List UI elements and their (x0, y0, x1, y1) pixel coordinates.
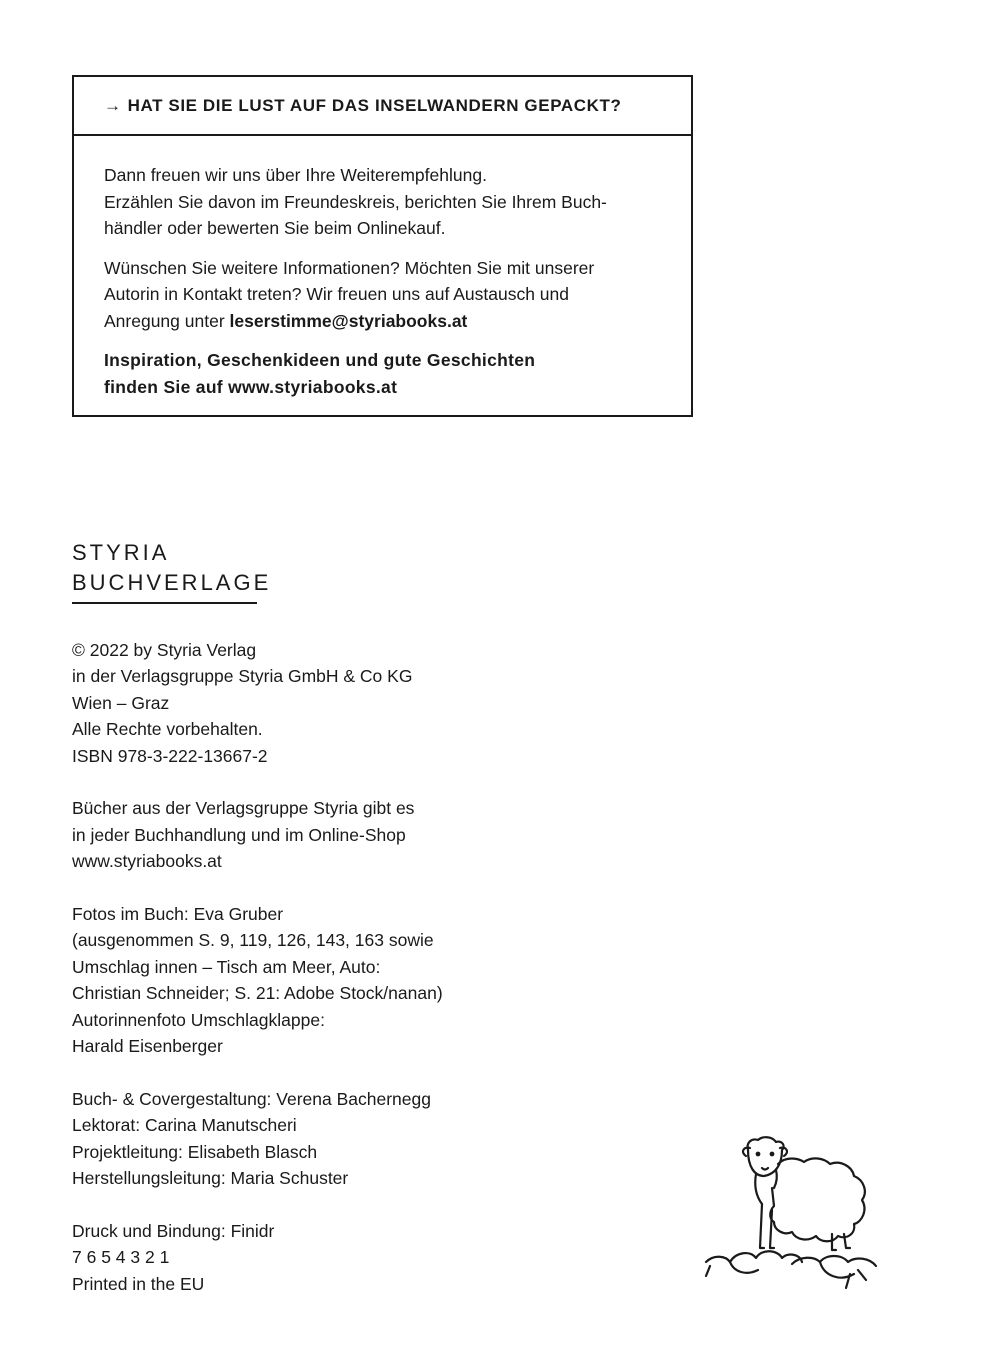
imprint-line: Autorinnenfoto Umschlagklappe: (72, 1009, 325, 1030)
text-line: Autorin in Kontakt treten? Wir freuen uns auf Austausch und (104, 284, 569, 304)
contact-paragraph (104, 255, 661, 335)
imprint-line: (ausgenommen S. 9, 119, 126, 143, 163 sowie (72, 930, 434, 951)
text-line: finden Sie auf www.styriabooks.at (104, 376, 398, 397)
availability-block (72, 795, 672, 874)
imprint-line: Harald Eisenberger (72, 1036, 223, 1057)
logo-line-2: BUCHVERLAGE (72, 570, 272, 595)
email-link[interactable]: leserstimme@styriabooks.at (229, 310, 468, 331)
print-run-numbers: 7 6 5 4 3 2 1 (72, 1247, 170, 1268)
publisher-logo (72, 538, 271, 598)
imprint-line: Christian Schneider; S. 21: Adobe Stock/nanan) (72, 983, 443, 1004)
info-box-title: HAT SIE DIE LUST AUF DAS INSELWANDERN GEPACKT? (127, 95, 622, 115)
imprint (72, 637, 672, 1323)
imprint-line: Projektleitung: Elisabeth Blasch (72, 1141, 318, 1162)
arrow-right-icon: → (104, 95, 122, 115)
imprint-line: Printed in the EU (72, 1273, 205, 1294)
text-line: Inspiration, Geschenkideen und gute Geschichten (104, 350, 536, 370)
staff-credits-block (72, 1086, 672, 1192)
imprint-line: in jeder Buchhandlung und im Online-Shop (72, 824, 406, 845)
imprint-line: in der Verlagsgruppe Styria GmbH & Co KG (72, 666, 413, 687)
info-box-heading (74, 77, 691, 136)
imprint-line: Umschlag innen – Tisch am Meer, Auto: (72, 956, 381, 977)
text-line: Anregung unter (104, 310, 230, 331)
text-line: Dann freuen wir uns über Ihre Weiterempfehlung. (104, 165, 487, 185)
imprint-line: Herstellungsleitung: Maria Schuster (72, 1168, 349, 1189)
logo-line-1: STYRIA (72, 540, 170, 565)
info-box-body (74, 136, 691, 400)
imprint-line: Druck und Bindung: Finidr (72, 1220, 275, 1241)
closing-paragraph (104, 347, 661, 400)
photo-credits-block (72, 901, 672, 1059)
imprint-line: © 2022 by Styria Verlag (72, 640, 257, 660)
website-link[interactable]: www.styriabooks.at (72, 851, 222, 872)
imprint-line: Alle Rechte vorbehalten. (72, 719, 263, 740)
printing-block (72, 1218, 672, 1297)
imprint-line: Bücher aus der Verlagsgruppe Styria gibt es (72, 798, 415, 819)
recommendation-paragraph (104, 162, 661, 242)
imprint-line: Fotos im Buch: Eva Gruber (72, 904, 284, 925)
isbn: ISBN 978-3-222-13667-2 (72, 745, 268, 766)
imprint-line: Buch- & Covergestaltung: Verena Bachernegg (72, 1088, 431, 1109)
copyright-block (72, 637, 672, 769)
text-line: Wünschen Sie weitere Informationen? Möchten Sie mit unserer (104, 257, 595, 278)
imprint-line: Wien – Graz (72, 692, 170, 713)
logo-underline (72, 602, 257, 604)
text-line: händler oder bewerten Sie beim Onlinekauf. (104, 218, 446, 238)
imprint-line: Lektorat: Carina Manutscheri (72, 1115, 297, 1136)
info-box (72, 75, 693, 417)
sheep-illustration-icon (700, 1130, 890, 1295)
text-line: Erzählen Sie davon im Freundeskreis, berichten Sie Ihrem Buch- (104, 191, 607, 212)
